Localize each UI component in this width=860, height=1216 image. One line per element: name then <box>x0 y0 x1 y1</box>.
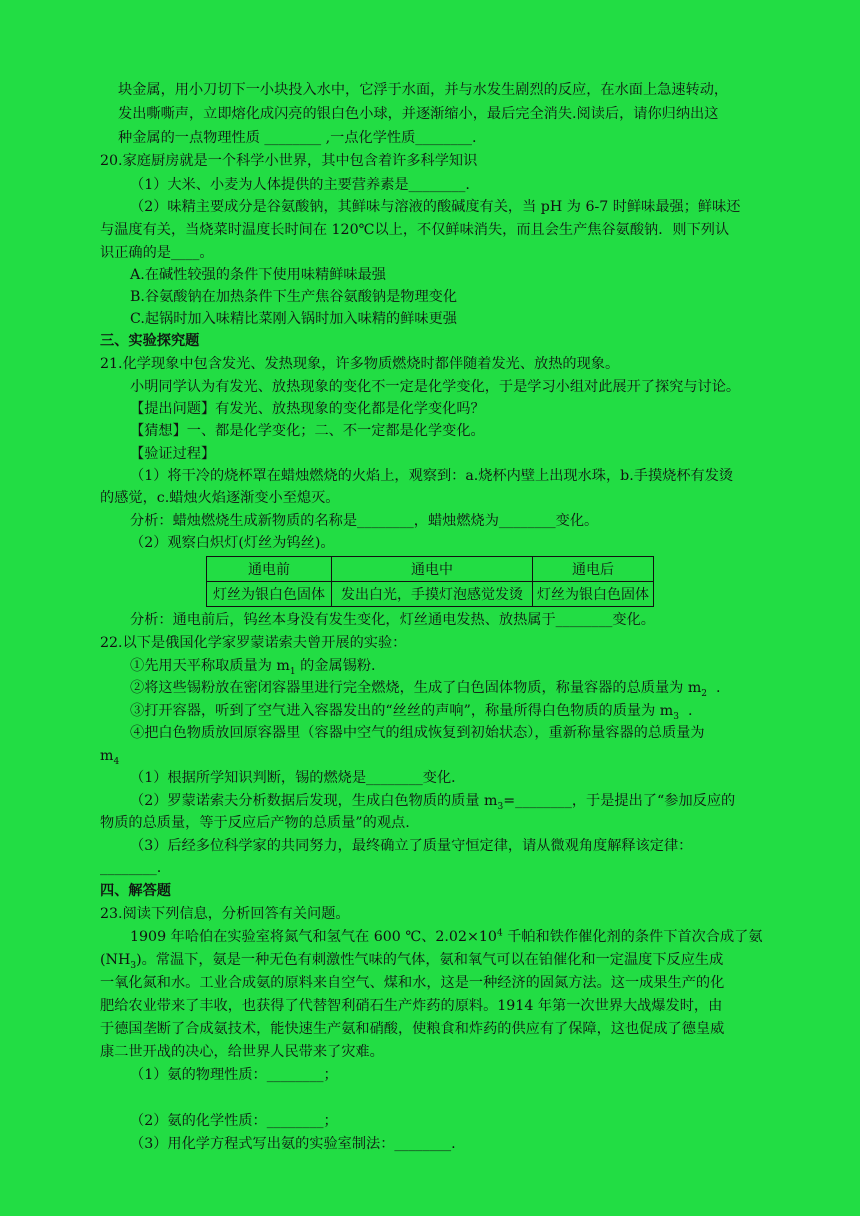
table-cell: 发出白光，手摸灯泡感觉发烫 <box>332 582 533 607</box>
table-header-row <box>207 557 654 582</box>
q23-para-line-5: 于德国垄断了合成氨技术，能快速生产氨和硝酸，使粮食和炸药的供应有了保障，这也促成了德皇威 <box>100 1021 725 1037</box>
q23-para-line-3: 一氧化氮和水。工业合成氨的原料来自空气、煤和水，这是一种经济的固氮方法。这一成果生产的化 <box>100 975 725 991</box>
q21-analysis-1: 分析：蜡烛燃烧生成新物质的名称是________，蜡烛燃烧为________变化。 <box>130 513 599 529</box>
q23-title: 23.阅读下列信息，分析回答有关问题。 <box>100 906 350 922</box>
q20-sub1: （1）大米、小麦为人体提供的主要营养素是________. <box>130 177 470 193</box>
q20-option-c: C.起锅时加入味精比菜刚入锅时加入味精的鲜味更强 <box>130 311 457 327</box>
q19-line-3: 种金属的一点物理性质 ________ ,一点化学性质________. <box>118 130 477 146</box>
table-cell: 灯丝为银白色固体 <box>207 582 332 607</box>
table-header: 通电中 <box>332 557 533 582</box>
q19-line-2: 发出嘶嘶声，立即熔化成闪亮的银白色小球，并逐渐缩小，最后完全消失.阅读后，请你归纳出这 <box>118 106 719 122</box>
q19-line-1: 块金属，用小刀切下一小块投入水中，它浮于水面，并与水发生剧烈的反应，在水面上急速转动， <box>118 82 729 98</box>
q23-sub3: （3）用化学方程式写出氨的实验室制法：________. <box>130 1136 456 1152</box>
q20-sub2-line-3: 识正确的是____。 <box>100 245 214 261</box>
section-4-heading: 四、解答题 <box>100 883 171 899</box>
q23-para-line-2: $(NH_3)$。常温下，氨是一种无色有刺激性气味的气体，氨和氧气可以在铂催化和一定温度下反应生成 <box>100 952 724 971</box>
q22-sub2-line-1: （2）罗蒙诺索夫分析数据后发现，生成白色物质的质量 $m_3=\_\_\_\_\_\_\_\_$，于是提出了“参加反应的 <box>130 793 736 812</box>
table-row <box>207 582 654 607</box>
table-cell: 灯丝为银白色固体 <box>533 582 654 607</box>
q21-intro: 小明同学认为有发光、放热现象的变化不一定是化学变化，于是学习小组对此展开了探究与讨论。 <box>130 379 741 395</box>
q21-sub1-line-2: 的感觉，c.蜡烛火焰逐渐变小至熄灭。 <box>100 490 340 506</box>
section-3-heading: 三、实验探究题 <box>100 333 200 349</box>
q23-para-line-1: 1909 年哈伯在实验室将氮气和氢气在 600 ℃、$2.02\times 10^4$ 千帕和铁作催化剂的条件下首次合成了氨 <box>130 928 763 945</box>
q22-sub1: （1）根据所学知识判断，锡的燃烧是________变化． <box>130 770 466 786</box>
q22-step-1: ①先用天平称取质量为 $m_1$ 的金属锡粉. <box>130 658 376 677</box>
q21-question: 【提出问题】有发光、放热现象的变化都是化学变化吗？ <box>130 401 485 417</box>
q22-sub3: （3）后经多位科学家的共同努力，最终确立了质量守恒定律，请从微观角度解释该定律： <box>130 838 693 854</box>
q23-para-line-6: 康二世开战的决心，给世界人民带来了灾难。 <box>100 1044 384 1060</box>
q21-verify-heading: 【验证过程】 <box>130 446 216 462</box>
q23-para-line-4: 肥给农业带来了丰收，也获得了代替智利硝石生产炸药的原料。1914 年第一次世界大战爆发时，由 <box>100 998 723 1014</box>
q20-option-b: B.谷氨酸钠在加热条件下生产焦谷氨酸钠是物理变化 <box>130 289 458 305</box>
q20-sub2-line-1: （2）味精主要成分是谷氨酸钠，其鲜味与溶液的酸碱度有关，当 pH 为 6-7 时鲜味最强；鲜味还 <box>130 199 741 215</box>
q20-sub2-line-2: 与温度有关，当烧菜时温度长时间在 120℃以上，不仅鲜味消失，而且会生产焦谷氨酸钠．则下列认 <box>100 222 730 238</box>
q20-title: 20.家庭厨房就是一个科学小世界，其中包含着许多科学知识 <box>100 153 478 169</box>
table-header: 通电后 <box>533 557 654 582</box>
q22-sub2-line-2: 物质的总质量，等于反应后产物的总质量”的观点. <box>100 815 410 831</box>
q21-title: 21.化学现象中包含发光、发热现象，许多物质燃烧时都伴随着发光、放热的现象。 <box>100 356 620 372</box>
q21-analysis-2: 分析：通电前后，钨丝本身没有发生变化，灯丝通电发热、放热属于________变化。 <box>130 612 655 628</box>
q20-option-a: A.在碱性较强的条件下使用味精鲜味最强 <box>130 267 386 283</box>
filament-table <box>206 556 654 607</box>
q22-title: 22.以下是俄国化学家罗蒙诺索夫曾开展的实验： <box>100 635 407 651</box>
q22-step-4: ④把白色物质放回原容器里（容器中空气的组成恢复到初始状态），重新称量容器的总质量为 <box>130 725 705 741</box>
q23-sub1: （1）氨的物理性质：________； <box>130 1067 338 1083</box>
q21-sub2: （2）观察白炽灯(灯丝为钨丝)。 <box>130 535 335 551</box>
table-header: 通电前 <box>207 557 332 582</box>
q22-step-4-cont: $m_4$ <box>100 748 120 767</box>
q22-sub3-answer: ________. <box>100 860 162 876</box>
q23-sub2: （2）氨的化学性质：________； <box>130 1113 338 1129</box>
q21-sub1-line-1: （1）将干冷的烧杯罩在蜡烛燃烧的火焰上，观察到：a.烧杯内壁上出现水珠，b.手摸烧杯有发烫 <box>130 468 734 484</box>
q22-step-2: ②将这些锡粉放在密闭容器里进行完全燃烧，生成了白色固体物质，称量容器的总质量为 $m_2$ . <box>130 680 721 699</box>
q22-step-3: ③打开容器，听到了空气进入容器发出的“丝丝的声响”，称量所得白色物质的质量为 $m_3$ . <box>130 703 693 722</box>
q21-guess: 【猜想】一、都是化学变化；二、不一定都是化学变化。 <box>130 423 485 439</box>
